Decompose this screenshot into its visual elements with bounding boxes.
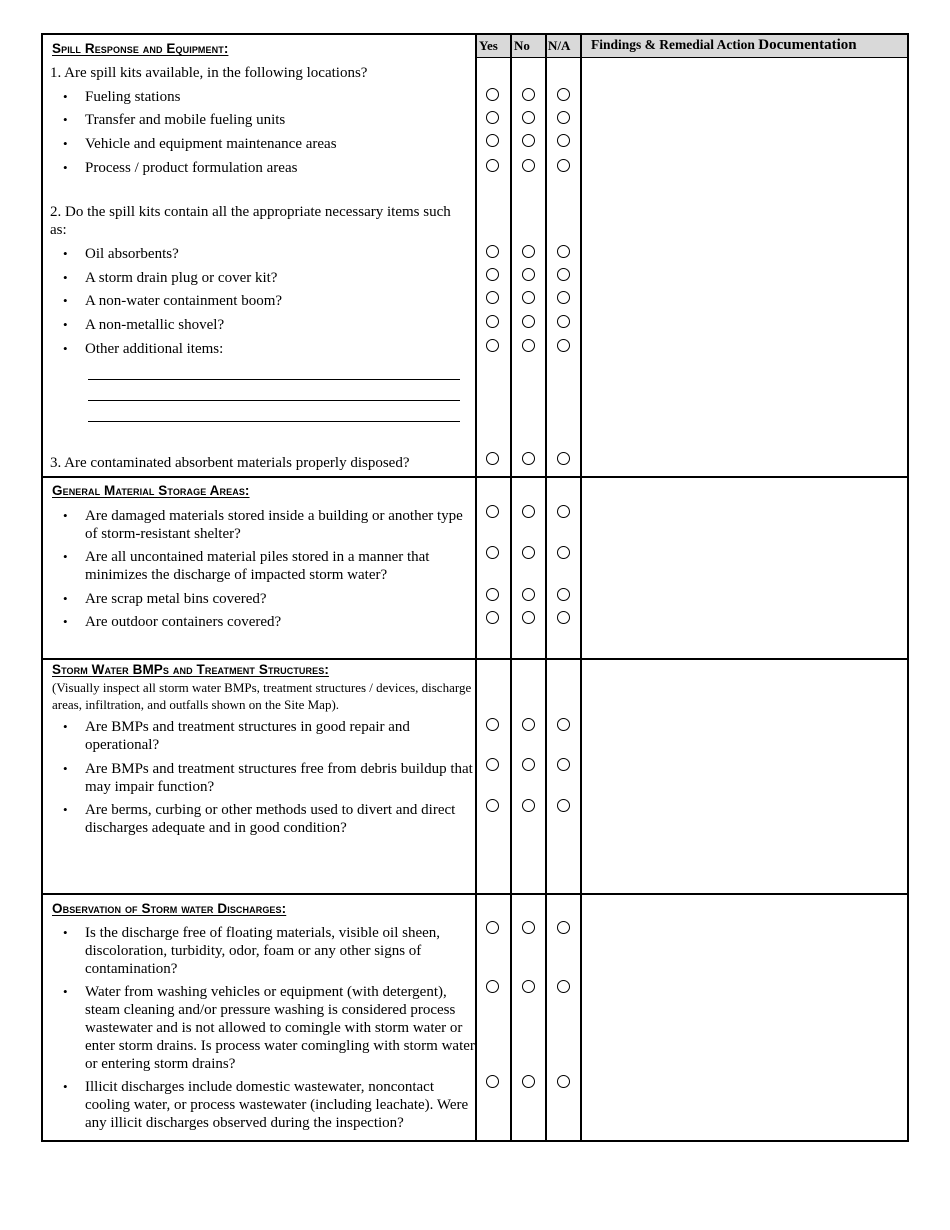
yes-radio[interactable] (486, 268, 499, 281)
na-radio[interactable] (557, 758, 570, 771)
yes-radio[interactable] (486, 611, 499, 624)
no-radio[interactable] (522, 799, 535, 812)
yes-radio[interactable] (486, 980, 499, 993)
no-radio[interactable] (522, 758, 535, 771)
yes-radio[interactable] (486, 758, 499, 771)
no-radio[interactable] (522, 111, 535, 124)
no-radio[interactable] (522, 134, 535, 147)
section-title-spill-response: Spill Response and Equipment: (52, 41, 229, 56)
na-column-header: N/A (548, 38, 571, 53)
na-radio[interactable] (557, 111, 570, 124)
no-column-header: No (514, 38, 530, 53)
divider (510, 35, 512, 1140)
na-radio[interactable] (557, 245, 570, 258)
na-radio[interactable] (557, 339, 570, 352)
divider (475, 57, 907, 58)
na-radio[interactable] (557, 611, 570, 624)
list-item: • Illicit discharges include domestic wastewater, noncontact cooling water, or process wastewater (including leachate). Were any illicit discharges observed during the inspection? (85, 1078, 475, 1132)
section-title-material-storage: General Material Storage Areas: (52, 483, 250, 498)
no-radio[interactable] (522, 921, 535, 934)
divider (545, 35, 547, 1140)
inspection-note: (Visually inspect all storm water BMPs, treatment structures / devices, discharge areas, infiltration, and outfalls shown on the Site Map). (52, 680, 472, 712)
list-item: • Other additional items: (85, 340, 475, 358)
list-item: • Are scrap metal bins covered? (85, 590, 475, 608)
na-radio[interactable] (557, 268, 570, 281)
section-title-storm-water-discharges: Observation of Storm water Discharges: (52, 901, 287, 916)
list-item: • Transfer and mobile fueling units (85, 111, 475, 129)
list-item: • Are BMPs and treatment structures in good repair and operational? (85, 718, 475, 754)
question-spill-kits-available: 1. Are spill kits available, in the following locations? (50, 65, 368, 81)
yes-radio[interactable] (486, 339, 499, 352)
divider (475, 35, 477, 1140)
question-absorbent-disposal: 3. Are contaminated absorbent materials properly disposed? (50, 455, 410, 471)
na-radio[interactable] (557, 452, 570, 465)
na-radio[interactable] (557, 718, 570, 731)
yes-radio[interactable] (486, 88, 499, 101)
question-spill-kit-contents (50, 203, 470, 239)
other-items-blank-line[interactable] (88, 379, 460, 380)
list-item: • Vehicle and equipment maintenance areas (85, 135, 475, 153)
section-title-storm-water-bmps: Storm Water BMPs and Treatment Structures: (52, 662, 329, 677)
list-item: • Water from washing vehicles or equipment (with detergent), steam cleaning and/or pressure washing is considered process wastewater and is not allowed to comingle with storm water or enter storm drains. Is process water comingling with storm water or entering storm drains? (85, 983, 475, 1073)
na-radio[interactable] (557, 921, 570, 934)
yes-radio[interactable] (486, 505, 499, 518)
yes-radio[interactable] (486, 588, 499, 601)
other-items-blank-line[interactable] (88, 421, 460, 422)
yes-radio[interactable] (486, 159, 499, 172)
yes-radio[interactable] (486, 291, 499, 304)
yes-radio[interactable] (486, 111, 499, 124)
yes-radio[interactable] (486, 546, 499, 559)
no-radio[interactable] (522, 546, 535, 559)
no-radio[interactable] (522, 611, 535, 624)
inspection-checklist-table (41, 33, 909, 1142)
na-radio[interactable] (557, 291, 570, 304)
list-item: • Are outdoor containers covered? (85, 613, 475, 631)
list-item: • Are all uncontained material piles stored in a manner that minimizes the discharge of impacted storm water? (85, 548, 475, 584)
divider (43, 893, 907, 895)
list-item: • Are damaged materials stored inside a building or another type of storm-resistant shelter? (85, 507, 475, 543)
list-item: • Fueling stations (85, 88, 475, 106)
list-item: • Are berms, curbing or other methods used to divert and direct discharges adequate and in good condition? (85, 801, 475, 837)
no-radio[interactable] (522, 315, 535, 328)
no-radio[interactable] (522, 718, 535, 731)
other-items-blank-line[interactable] (88, 400, 460, 401)
divider (43, 476, 907, 478)
no-radio[interactable] (522, 980, 535, 993)
list-item: • Process / product formulation areas (85, 159, 475, 177)
findings-column-header (591, 37, 857, 54)
na-radio[interactable] (557, 980, 570, 993)
na-radio[interactable] (557, 88, 570, 101)
yes-radio[interactable] (486, 134, 499, 147)
na-radio[interactable] (557, 134, 570, 147)
yes-radio[interactable] (486, 921, 499, 934)
no-radio[interactable] (522, 452, 535, 465)
no-radio[interactable] (522, 339, 535, 352)
no-radio[interactable] (522, 588, 535, 601)
divider (43, 658, 907, 660)
na-radio[interactable] (557, 159, 570, 172)
findings-header-text-large: Documentation (758, 37, 857, 53)
findings-header-text: Findings & Remedial Action (591, 37, 755, 52)
yes-radio[interactable] (486, 1075, 499, 1088)
question-text: 2. Do the spill kits contain all the appropriate necessary items such as: (50, 204, 451, 238)
na-radio[interactable] (557, 546, 570, 559)
yes-radio[interactable] (486, 452, 499, 465)
yes-radio[interactable] (486, 245, 499, 258)
no-radio[interactable] (522, 1075, 535, 1088)
na-radio[interactable] (557, 315, 570, 328)
divider (580, 35, 582, 1140)
no-radio[interactable] (522, 88, 535, 101)
list-item: • A non-metallic shovel? (85, 316, 475, 334)
no-radio[interactable] (522, 245, 535, 258)
no-radio[interactable] (522, 505, 535, 518)
list-item: • A non-water containment boom? (85, 292, 475, 310)
list-item: • Is the discharge free of floating materials, visible oil sheen, discoloration, turbidity, odor, foam or any other signs of contamination? (85, 924, 475, 978)
na-radio[interactable] (557, 505, 570, 518)
list-item: • Are BMPs and treatment structures free from debris buildup that may impair function? (85, 760, 475, 796)
no-radio[interactable] (522, 159, 535, 172)
no-radio[interactable] (522, 291, 535, 304)
na-radio[interactable] (557, 799, 570, 812)
yes-radio[interactable] (486, 718, 499, 731)
yes-radio[interactable] (486, 799, 499, 812)
no-radio[interactable] (522, 268, 535, 281)
na-radio[interactable] (557, 1075, 570, 1088)
na-radio[interactable] (557, 588, 570, 601)
list-item: • A storm drain plug or cover kit? (85, 269, 475, 287)
yes-column-header: Yes (479, 38, 498, 53)
list-item: • Oil absorbents? (85, 245, 475, 263)
yes-radio[interactable] (486, 315, 499, 328)
